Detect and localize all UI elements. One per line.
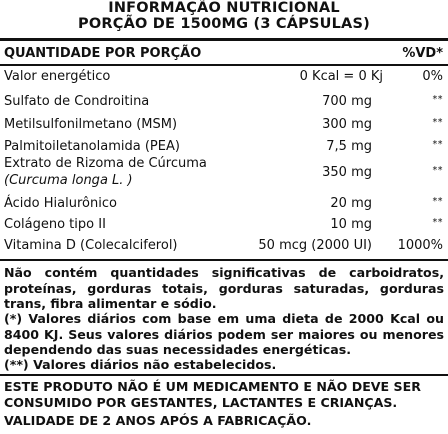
- nutrient-quantity: 700 mg: [322, 94, 372, 109]
- nutrient-vd: 0%: [422, 69, 443, 84]
- nutrient-vd: **: [432, 196, 443, 207]
- nutrient-name: Ácido Hialurônico: [4, 196, 117, 211]
- nutrient-quantity: 7,5 mg: [326, 139, 372, 154]
- nutrient-vd: 1000%: [397, 238, 443, 253]
- nutrient-quantity: 350 mg: [322, 165, 372, 180]
- nutrient-scientific-name: (Curcuma longa L. ): [4, 173, 133, 188]
- column-header-quantity: QUANTIDADE POR PORÇÃO: [4, 46, 202, 61]
- nutrition-title-line1: INFORMAÇÃO NUTRICIONAL: [108, 0, 340, 16]
- nutrient-name: Valor energético: [4, 69, 111, 84]
- nutrient-quantity: 10 mg: [330, 217, 372, 232]
- nutrient-quantity: 20 mg: [330, 196, 372, 211]
- nutrient-vd: **: [432, 139, 443, 150]
- column-header-vd: %VD*: [402, 46, 443, 61]
- nutrient-vd: **: [432, 217, 443, 228]
- nutrition-row-curcuma: [0, 155, 448, 189]
- nutrient-vd: **: [432, 94, 443, 105]
- warning-not-medicine: ESTE PRODUTO NÃO É UM MEDICAMENTO E NÃO DEVE SER CONSUMIDO POR GESTANTES, LACTANTES E CRIANÇAS.: [4, 379, 421, 410]
- not-contains-note: Não contém quantidades significativas de carboidratos, proteínas, gorduras totais, gorduras saturadas, gorduras trans, fibra alimentar e sódio.: [4, 265, 444, 311]
- nutrient-name: Vitamina D (Colecalciferol): [4, 238, 178, 253]
- footnote-daily-values: (*) Valores diários com base em uma dieta de 2000 Kcal ou 8400 KJ. Seus valores diários podem ser maiores ou menores dependendo das suas necessidades energéticas.: [4, 311, 444, 357]
- nutrient-name: Metilsulfonilmetano (MSM): [4, 117, 178, 132]
- nutrient-vd: **: [432, 117, 443, 128]
- nutrient-name: Extrato de Rizoma de Cúrcuma: [4, 156, 207, 171]
- nutrient-quantity: 0 Kcal = 0 Kj: [299, 69, 383, 84]
- header-divider: [0, 64, 448, 66]
- nutrient-quantity: 50 mcg (2000 UI): [258, 238, 372, 253]
- table-bottom-divider: [0, 259, 448, 261]
- nutrient-name: Colágeno tipo II: [4, 217, 106, 232]
- nutrient-name: Sulfato de Condroitina: [4, 94, 150, 109]
- nutrient-name: Palmitoiletanolamida (PEA): [4, 139, 180, 154]
- footnote-not-established: (**) Valores diários não estabelecidos.: [4, 357, 277, 372]
- notes-divider: [0, 374, 448, 376]
- thick-divider: [0, 38, 448, 41]
- nutrition-title-line2: PORÇÃO DE 1500MG (3 CÁPSULAS): [78, 16, 370, 32]
- validity-statement: VALIDADE DE 2 ANOS APÓS A FABRICAÇÃO.: [4, 413, 312, 428]
- nutrient-vd: **: [432, 165, 443, 176]
- nutrient-quantity: 300 mg: [322, 117, 372, 132]
